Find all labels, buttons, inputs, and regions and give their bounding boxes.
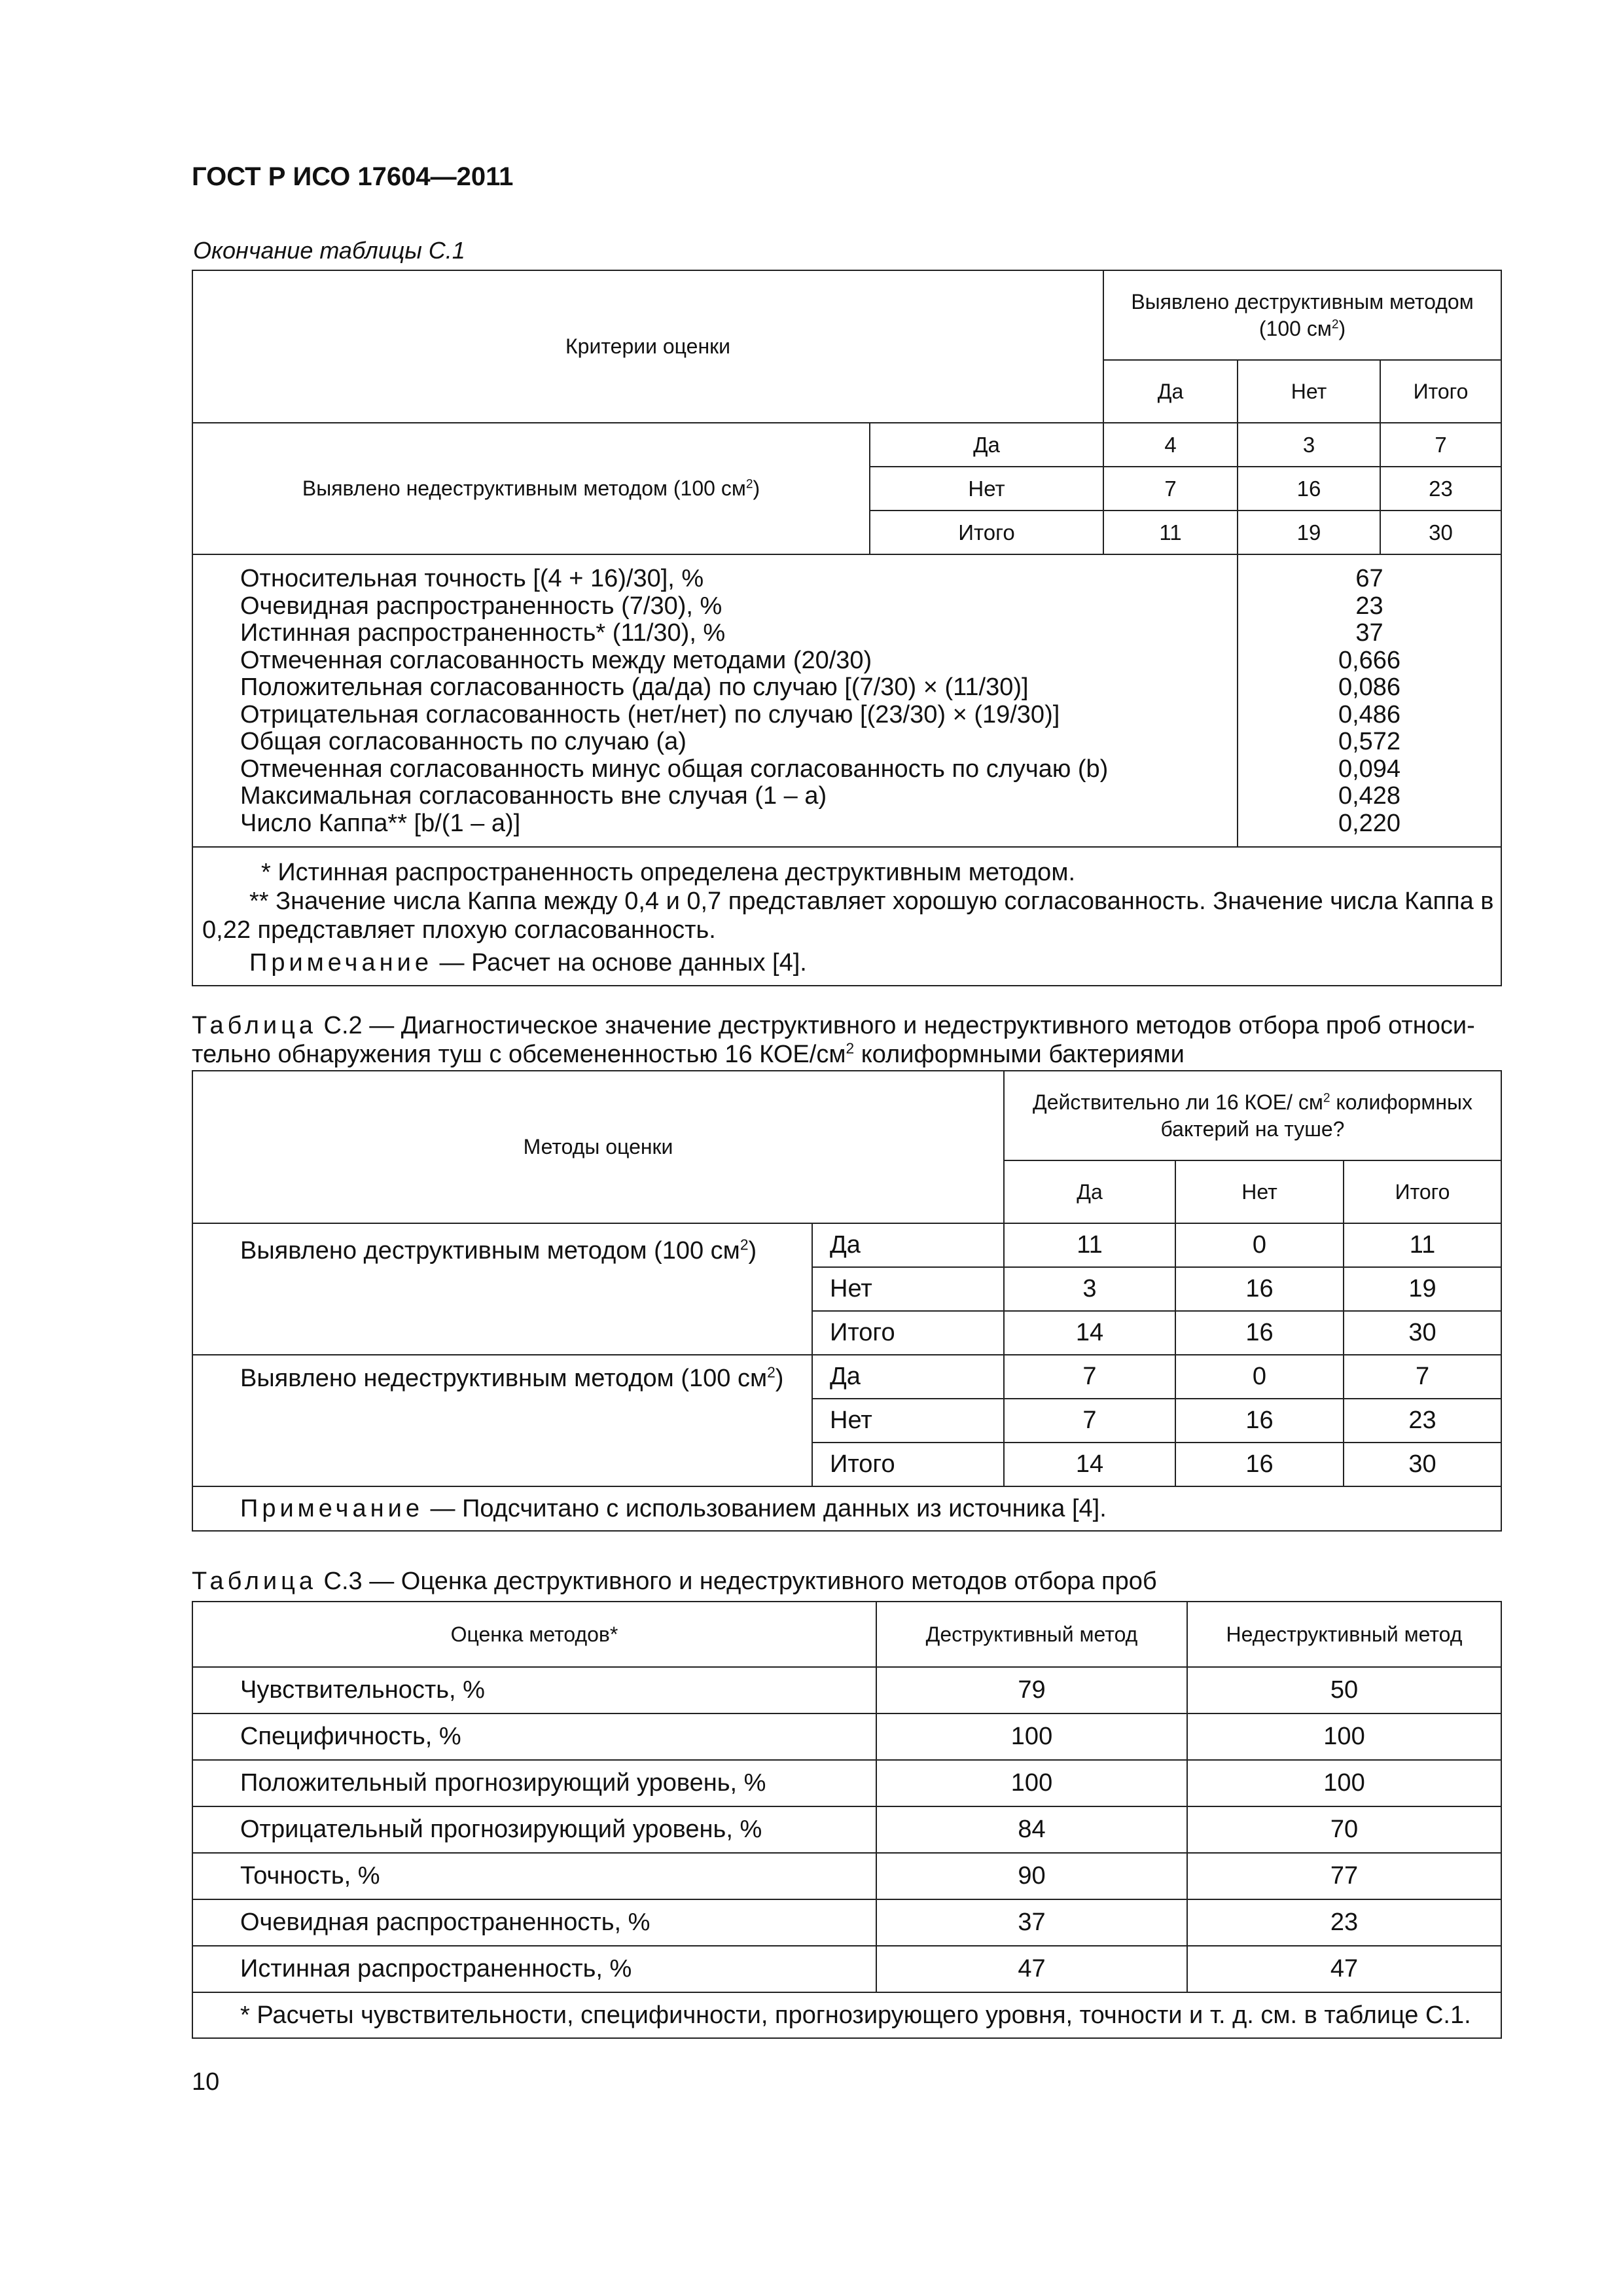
cell-value: 84: [876, 1806, 1187, 1853]
row-label-no: Нет: [870, 467, 1103, 511]
metrics-labels: [192, 554, 1238, 847]
table-c3-title: Таблица С.3 — Оценка деструктивного и недеструктивного методов отбора проб: [192, 1568, 1157, 1595]
cell-yes-yes: 4: [1103, 423, 1238, 467]
cell-value: 77: [1187, 1853, 1501, 1899]
metric-label: Отрицательная согласованность (нет/нет) по случаю [(23/30) × (19/30)]: [240, 700, 1060, 728]
cell-no-no: 16: [1238, 467, 1380, 511]
page-number: 10: [192, 2068, 220, 2096]
row-label-total: Итого: [812, 1311, 1004, 1355]
table-row-label: Отрицательный прогнозирующий уровень, %: [192, 1806, 876, 1853]
row-label-no: Нет: [812, 1399, 1004, 1443]
cell-value: 70: [1187, 1806, 1501, 1853]
cell-value: 79: [876, 1667, 1187, 1713]
col-destructive: Деструктивный метод: [876, 1602, 1187, 1667]
metric-value: 23: [1355, 592, 1383, 620]
metric-value: 37: [1355, 619, 1383, 647]
cell-value: 11: [1004, 1223, 1175, 1267]
cell-value: 100: [876, 1760, 1187, 1806]
cell-value: 16: [1175, 1443, 1344, 1486]
cell-yes-no: 3: [1238, 423, 1380, 467]
cell-value: 100: [1187, 1760, 1501, 1806]
cell-value: 50: [1187, 1667, 1501, 1713]
cell-value: 19: [1344, 1267, 1501, 1311]
destructive-header: Выявлено деструктивным методом (100 $см^2$): [1103, 270, 1501, 360]
metric-label: Отмеченная согласованность минус общая согласованность по случаю (b): [240, 755, 1109, 783]
cell-value: 23: [1344, 1399, 1501, 1443]
footnote-true-prevalence: * Истинная распространенность определена деструктивным методом.: [261, 859, 1075, 886]
nondestructive-row-label: Выявлено недеструктивным методом (100 $см^2$): [192, 423, 870, 554]
metric-label: Отмеченная согласованность между методами (20/30): [240, 646, 872, 674]
cell-total-yes: 11: [1103, 511, 1238, 554]
cell-value: 30: [1344, 1311, 1501, 1355]
col-nondestructive: Недеструктивный метод: [1187, 1602, 1501, 1667]
cell-value: 7: [1344, 1355, 1501, 1399]
table-c1-footnotes: [192, 847, 1501, 986]
table-row-label: Точность, %: [192, 1853, 876, 1899]
cell-value: 100: [1187, 1713, 1501, 1760]
metric-value: 0,086: [1338, 673, 1401, 701]
cell-value: 16: [1175, 1399, 1344, 1443]
cell-value: 100: [876, 1713, 1187, 1760]
table-row-label: Положительный прогнозирующий уровень, %: [192, 1760, 876, 1806]
row-label-yes: Да: [870, 423, 1103, 467]
col-total: Итого: [1380, 360, 1501, 423]
cell-value: 47: [876, 1946, 1187, 1992]
col-yes: Да: [1004, 1160, 1175, 1223]
cell-value: 90: [876, 1853, 1187, 1899]
metric-value: 0,486: [1338, 700, 1401, 728]
row-label-yes: Да: [812, 1223, 1004, 1267]
cell-yes-total: 7: [1380, 423, 1501, 467]
table-c2-title: Таблица С.2 — Диагностическое значение деструктивного и недеструктивного методов отбора проб относи- тельно обнаружения туш с обсемененностью 16 КОЕ/$см^2$ колиформными бактериями: [192, 1012, 1475, 1068]
cell-value: 23: [1187, 1899, 1501, 1946]
table-row-label: Очевидная распространенность, %: [192, 1899, 876, 1946]
col-no: Нет: [1175, 1160, 1344, 1223]
metrics-values: [1238, 554, 1501, 847]
row-label-yes: Да: [812, 1355, 1004, 1399]
metric-value: 0,220: [1338, 809, 1401, 837]
metric-value: 0,428: [1338, 782, 1401, 810]
row-label-total: Итого: [870, 511, 1103, 554]
cell-value: 3: [1004, 1267, 1175, 1311]
cell-no-total: 23: [1380, 467, 1501, 511]
table-c3-footnote: * Расчеты чувствительности, специфичности, прогнозирующего уровня, точности и т. д. см. в таблице С.1.: [192, 1992, 1501, 2038]
table-row-label: Чувствительность, %: [192, 1667, 876, 1713]
metric-label: Истинная распространенность* (11/30), %: [240, 619, 726, 647]
cell-value: 7: [1004, 1399, 1175, 1443]
table-c1-caption: Окончание таблицы С.1: [193, 237, 465, 264]
table-c3: [192, 1601, 1502, 2039]
col-methods: Оценка методов*: [192, 1602, 876, 1667]
methods-header: Методы оценки: [192, 1071, 1004, 1223]
footnote-kappa-cont: 0,22 представляет плохую согласованность.: [202, 916, 716, 944]
cell-value: 37: [876, 1899, 1187, 1946]
metric-label: Общая согласованность по случаю (a): [240, 728, 687, 755]
cell-value: 14: [1004, 1311, 1175, 1355]
question-header: Действительно ли 16 КОЕ/ $см^2$ колиформных бактерий на туше?: [1004, 1071, 1501, 1160]
footnote-kappa: ** Значение числа Каппа между 0,4 и 0,7 представляет хорошую согласованность. Значение числа Каппа в: [249, 888, 1494, 915]
metric-value: 0,572: [1338, 728, 1401, 755]
metric-value: 67: [1355, 565, 1383, 592]
cell-value: 47: [1187, 1946, 1501, 1992]
metric-value: 0,094: [1338, 755, 1401, 783]
cell-value: 0: [1175, 1355, 1344, 1399]
table-c1-note: Примечание — Расчет на основе данных [4].: [249, 949, 807, 977]
cell-total-total: 30: [1380, 511, 1501, 554]
cell-value: 30: [1344, 1443, 1501, 1486]
row-label-total: Итого: [812, 1443, 1004, 1486]
table-c1: [192, 270, 1502, 986]
cell-value: 0: [1175, 1223, 1344, 1267]
row-label-no: Нет: [812, 1267, 1004, 1311]
metric-value: 0,666: [1338, 646, 1401, 674]
cell-no-yes: 7: [1103, 467, 1238, 511]
metric-label: Максимальная согласованность вне случая (1 – a): [240, 782, 827, 810]
col-yes: Да: [1103, 360, 1238, 423]
group-nondestructive-label: Выявлено недеструктивным методом (100 $см^2$): [192, 1355, 812, 1486]
col-total: Итого: [1344, 1160, 1501, 1223]
cell-value: 7: [1004, 1355, 1175, 1399]
col-no: Нет: [1238, 360, 1380, 423]
table-c2-note: Примечание — Подсчитано с использованием данных из источника [4].: [192, 1486, 1501, 1531]
metric-label: Число Каппа** [b/(1 – a)]: [240, 809, 521, 837]
metric-label: Положительная согласованность (да/да) по случаю [(7/30) × (11/30)]: [240, 673, 1029, 701]
group-destructive-label: Выявлено деструктивным методом (100 $см^2$): [192, 1223, 812, 1355]
criteria-header: Критерии оценки: [192, 270, 1103, 423]
cell-value: 14: [1004, 1443, 1175, 1486]
table-row-label: Специфичность, %: [192, 1713, 876, 1760]
table-row-label: Истинная распространенность, %: [192, 1946, 876, 1992]
cell-value: 16: [1175, 1267, 1344, 1311]
cell-value: 16: [1175, 1311, 1344, 1355]
doc-title: ГОСТ Р ИСО 17604—2011: [192, 162, 514, 191]
cell-total-no: 19: [1238, 511, 1380, 554]
metric-label: Очевидная распространенность (7/30), %: [240, 592, 722, 620]
metric-label: Относительная точность [(4 + 16)/30], %: [240, 565, 704, 592]
cell-value: 11: [1344, 1223, 1501, 1267]
table-c2: [192, 1070, 1502, 1532]
